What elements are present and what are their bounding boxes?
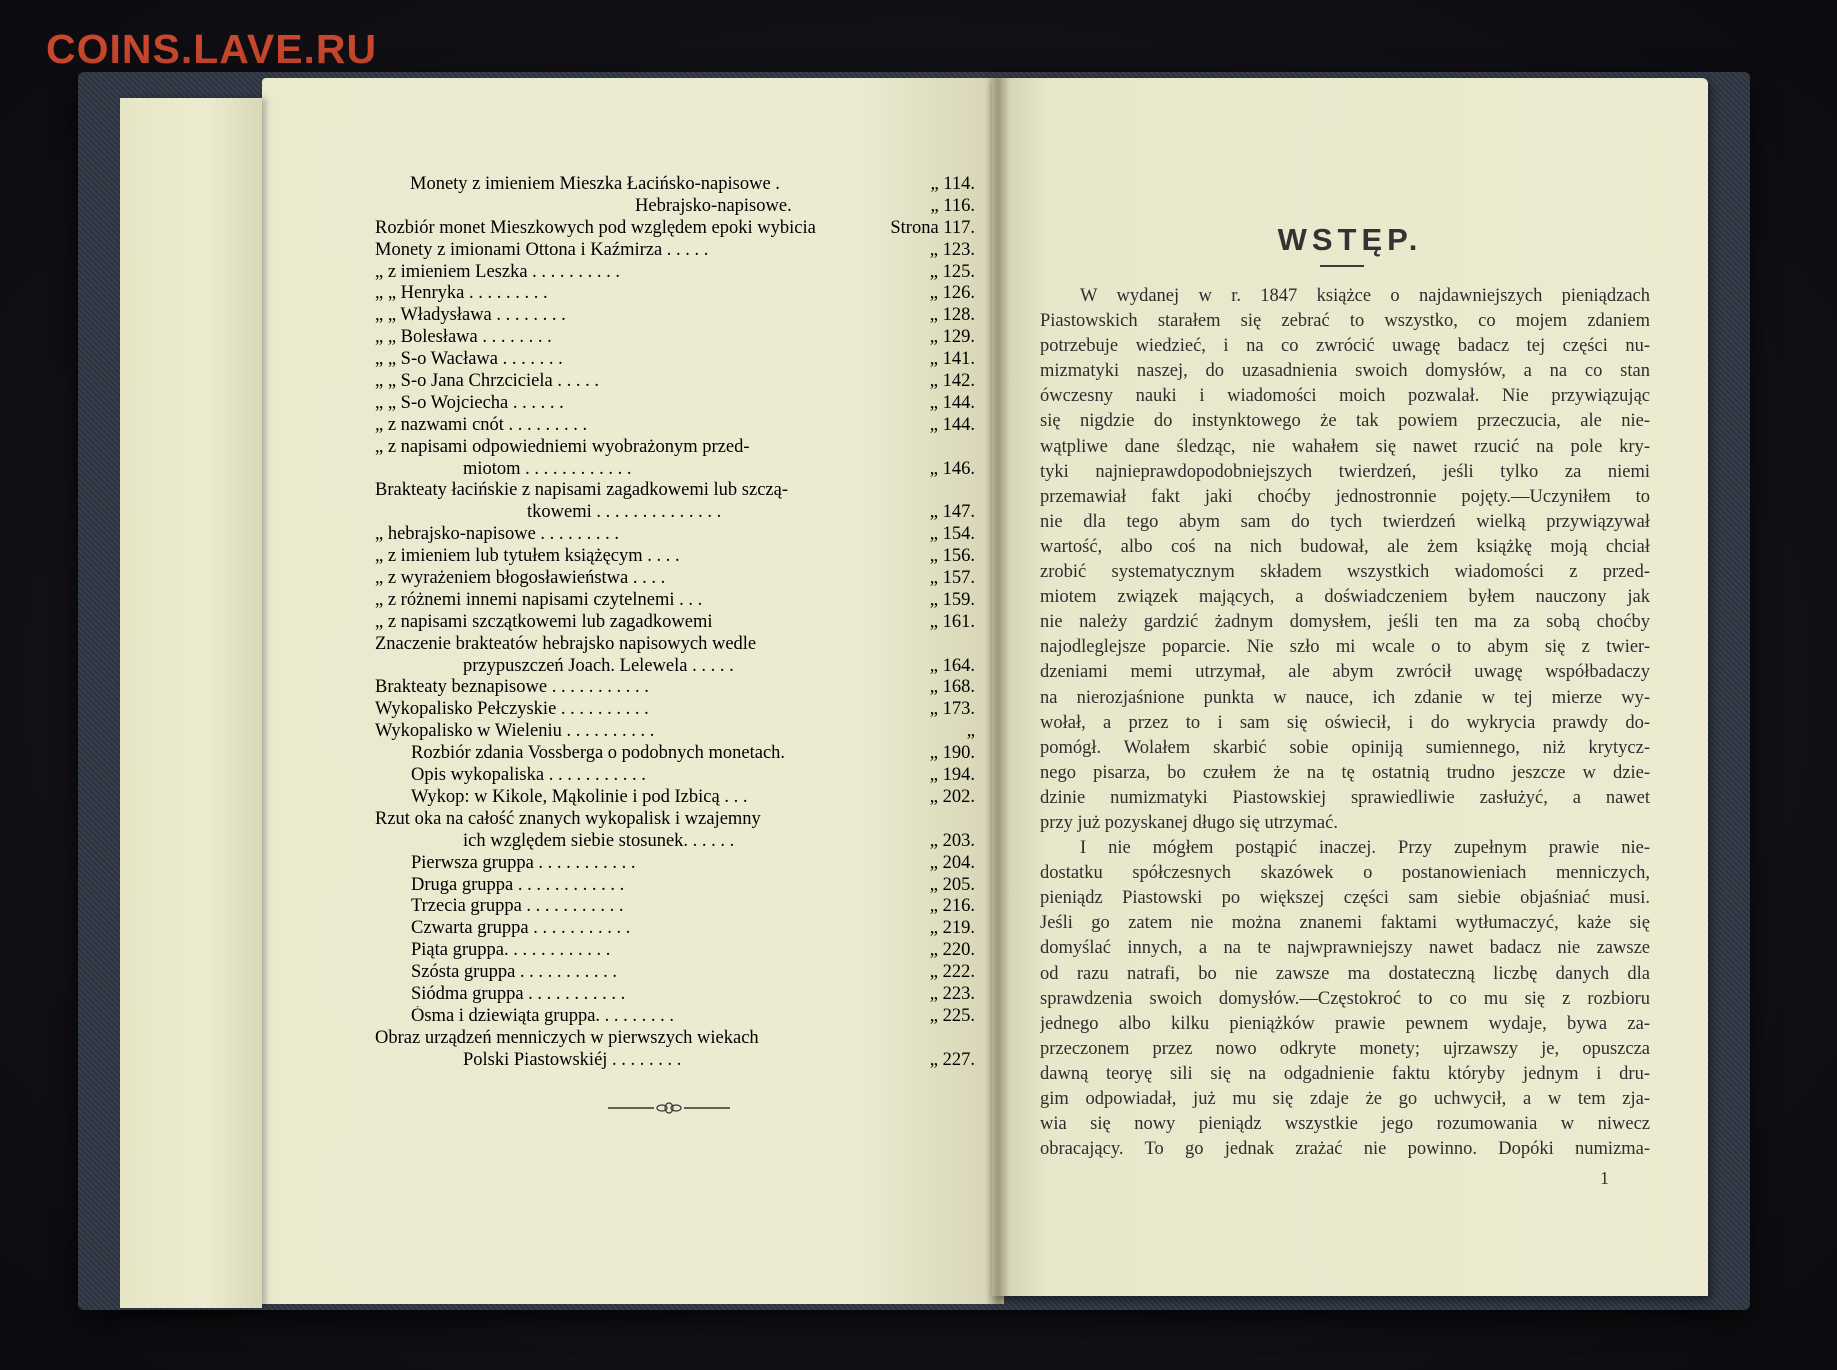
text-line: dostatku spółczesnych skazówek o postanowieniach menniczych,: [1040, 863, 1650, 884]
toc-entry-title: Rozbiór monet Mieszkowych pod względem epoki wybicia: [375, 217, 816, 238]
text-line: pieniądz Piastowski po większej części sam siebie objaśniać musi.: [1040, 888, 1650, 909]
toc-entry-page: „ 220.: [929, 940, 975, 961]
toc-entry-page: „ 219.: [929, 918, 975, 939]
toc-entry: [375, 459, 975, 481]
ornament-divider: [606, 1100, 732, 1116]
toc-entry-title: ich względem siebie stosunek. . . . . .: [463, 830, 735, 851]
toc-entry: [375, 875, 975, 897]
toc-entry-title: Piąta gruppa. . . . . . . . . . . .: [411, 940, 611, 961]
toc-entry: [375, 721, 975, 743]
toc-entry-page: „ 205.: [929, 874, 975, 895]
text-line: wołał, a przez to i sam się oświecił, i do wykrycia prawdy do-: [1040, 712, 1650, 733]
toc-entry-page: „ 147.: [929, 502, 975, 523]
toc-entry-page: „ 194.: [929, 765, 975, 786]
toc-entry-page: „ 141.: [929, 349, 975, 370]
toc-entry: [375, 1050, 975, 1072]
text-line: I nie mógłem postąpić inaczej. Przy zupełnym prawie nie-: [1080, 838, 1650, 859]
text-line: ówczesny nauki i wiadomości moich pozwalał. Nie przywiązując: [1040, 386, 1650, 407]
toc-entry-title: „ z nazwami cnót . . . . . . . . .: [375, 414, 588, 435]
toc-entry-page: „ 126.: [929, 283, 975, 304]
toc-entry-title: Znaczenie brakteatów hebrajsko napisowych wedle: [375, 633, 757, 654]
text-line: domyślać innych, a na te najwprawniejszy nawet badacz nie zawsze: [1040, 938, 1650, 959]
toc-entry-title: Siódma gruppa . . . . . . . . . . .: [411, 983, 626, 1004]
toc-entry: [375, 896, 975, 918]
toc-entry-page: „ 216.: [929, 896, 975, 917]
toc-entry-page: „ 128.: [929, 305, 975, 326]
toc-entry: [375, 262, 975, 284]
text-line: potrzebuje wiedzieć, i na co zwrócić uwagę badacz tej części nu-: [1040, 336, 1650, 357]
toc-entry-title: „ „ S-o Wojciecha . . . . . .: [375, 392, 564, 413]
toc-entry-title: Rzut oka na całość znanych wykopalisk i wzajemny: [375, 808, 761, 829]
toc-entry: [375, 1006, 975, 1028]
toc-entry-title: Rozbiór zdania Vossberga o podobnych monetach.: [411, 743, 786, 764]
toc-entry-title: Wykop: w Kikole, Mąkolinie i pod Izbicą . . .: [411, 786, 748, 807]
toc-entry-title: „ „ Henryka . . . . . . . . .: [375, 283, 548, 304]
text-line: obracający. To go jednak zrażać nie powinno. Dopóki numizma-: [1040, 1139, 1650, 1160]
toc-entry-title: Brakteaty łacińskie z napisami zagadkowemi lub szczą-: [375, 480, 788, 501]
text-line: wątpliwe dane śledząc, nie wahałem się nawet rzucić na pole kry-: [1040, 436, 1650, 457]
toc-entry: [375, 568, 975, 590]
toc-entry-page: „ 146.: [929, 458, 975, 479]
page-stub: [120, 98, 262, 1308]
toc-entry: [375, 524, 975, 546]
toc-entry-title: „ hebrajsko-napisowe . . . . . . . . .: [375, 524, 620, 545]
toc-entry-title: Obraz urządzeń menniczych w pierwszych wiekach: [375, 1027, 759, 1048]
toc-entry-page: „ 168.: [929, 677, 975, 698]
toc-entry: [375, 437, 975, 459]
toc-entry-page: „ 144.: [929, 392, 975, 413]
text-line: gim odpowiadał, już mu się zdaje że go uchwycił, a w tem zja-: [1040, 1089, 1650, 1109]
text-line: tyki najnieprawdopodobniejszych twierdzeń, jeśli tylko za niemi: [1040, 461, 1650, 482]
toc-entry: [375, 809, 975, 831]
toc-entry-title: miotom . . . . . . . . . . . .: [463, 458, 632, 479]
toc-entry: [375, 743, 975, 765]
text-line: na nierozjaśnione punkta w nauce, ich zdanie w tej mierze wy-: [1040, 687, 1650, 708]
text-line: jednego albo kilku pieniążków prawie pewnem wydaje, bywa za-: [1040, 1013, 1650, 1034]
toc-entry-title: „ „ Władysława . . . . . . . .: [375, 305, 566, 326]
toc-entry-title: Czwarta gruppa . . . . . . . . . . .: [411, 918, 631, 939]
toc-entry: [375, 349, 975, 371]
toc-entry-title: „ z imieniem lub tytułem książęcym . . . .: [375, 546, 680, 567]
toc-entry-title: „ z różnemi innemi napisami czytelnemi . . .: [375, 589, 703, 610]
text-line: od razu natrafi, bo nie zawsze ma dostateczną liczbę danych dla: [1040, 963, 1650, 984]
toc-entry: [375, 831, 975, 853]
toc-entry: [375, 656, 975, 678]
title-rule: [1320, 265, 1364, 267]
toc-entry-page: „ 225.: [929, 1005, 975, 1026]
toc-entry-page: „: [966, 721, 975, 742]
toc-entry: [375, 393, 975, 415]
toc-entry-title: Pierwsza gruppa . . . . . . . . . . .: [411, 852, 636, 873]
toc-entry: [375, 590, 975, 612]
text-line: przemawiał fakt jaki choćby jednostronnie pojęty.—Uczyniłem to: [1040, 486, 1650, 507]
toc-entry-title: „ „ Bolesława . . . . . . . .: [375, 327, 552, 348]
text-line: nie dla tego abym sam do tych twierdzeń wielką przywiązywał: [1040, 511, 1650, 532]
toc-entry-page: „ 154.: [929, 524, 975, 545]
toc-entry-title: tkowemi . . . . . . . . . . . . . .: [527, 502, 722, 523]
text-line: Piastowskich starałem się zebrać to wszystko, co mojem zdaniem: [1040, 311, 1650, 332]
toc-entry-title: Monety z imionami Ottona i Kaźmirza . . . . .: [375, 239, 709, 260]
toc-entry-page: „ 223.: [929, 983, 975, 1004]
text-line: mizmatyki naszej, do uzasadnienia swoich domysłów, a na co stan: [1040, 361, 1650, 382]
toc-entry: [375, 940, 975, 962]
toc-entry: [375, 371, 975, 393]
toc-entry-page: „ 190.: [929, 743, 975, 764]
text-line: wartość, albo coś na nich budował, ale żem książkę moją chciał: [1040, 536, 1650, 557]
toc-entry-page: „ 227.: [929, 1049, 975, 1070]
toc-entry: [375, 502, 975, 524]
text-line: najodleglejsze poparcie. Nie szło mi wcale o to abym się z twier-: [1040, 637, 1650, 658]
toc-entry: [375, 612, 975, 634]
text-line: W wydanej w r. 1847 książce o najdawniejszych pieniądzach: [1080, 286, 1650, 306]
toc-entry-title: „ z imieniem Leszka . . . . . . . . . .: [375, 261, 621, 282]
text-line: dzinie numizmatyki Piastowskiej sprawiedliwie zasłużyć, a nawet: [1040, 787, 1650, 808]
toc-entry-title: Monety z imieniem Mieszka Łacińsko-napisowe .: [410, 174, 780, 194]
toc-entry-title: „ „ S-o Wacława . . . . . . .: [375, 349, 563, 370]
toc-entry: [375, 984, 975, 1006]
toc-entry: [375, 1028, 975, 1050]
body-text: [1040, 284, 1650, 1162]
text-line: nego pisarza, bo czułem że na tę ostatnią trudno jeszcze w dzie-: [1040, 762, 1650, 783]
toc-entry-page: „ 125.: [929, 261, 975, 282]
toc-entry-page: „ 202.: [929, 786, 975, 807]
toc-entry: [375, 546, 975, 568]
toc-entry-page: „ 164.: [929, 655, 975, 676]
toc-entry: [375, 240, 975, 262]
toc-entry: [375, 699, 975, 721]
toc-entry-title: Brakteaty beznapisowe . . . . . . . . . . .: [375, 677, 649, 698]
toc-entry: [375, 787, 975, 809]
toc-entry: [375, 918, 975, 940]
toc-entry-page: „ 129.: [929, 327, 975, 348]
toc-entry-page: „ 157.: [929, 568, 975, 589]
toc-entry-title: „ z napisami szczątkowemi lub zagadkowemi: [375, 611, 713, 632]
text-line: zrobić systematycznym składem wszystkich wiadomości z przed-: [1040, 562, 1650, 583]
toc-entry-page: „ 159.: [929, 589, 975, 610]
text-line: przy już pozyskanej długo się utrzymać.: [1040, 812, 1338, 833]
table-of-contents: [375, 174, 975, 1072]
toc-entry: [375, 283, 975, 305]
watermark: COINS.LAVE.RU: [46, 26, 378, 72]
toc-entry-title: Wykopalisko Pełczyskie . . . . . . . . . .: [375, 699, 649, 720]
toc-entry-page: „ 114.: [930, 174, 975, 194]
text-line: się nigdzie do instynktowego że tak powiem przeczucia, ale nie-: [1040, 411, 1650, 432]
toc-entry-page: „ 116.: [930, 195, 975, 216]
toc-entry-page: „ 156.: [929, 546, 975, 567]
toc-entry-page: „ 222.: [929, 962, 975, 983]
toc-entry: [375, 634, 975, 656]
toc-entry-page: „ 161.: [929, 611, 975, 632]
toc-entry: [375, 677, 975, 699]
toc-entry-title: Opis wykopaliska . . . . . . . . . . .: [411, 765, 646, 786]
toc-entry-page: „ 204.: [929, 852, 975, 873]
toc-entry-page: „ 173.: [929, 699, 975, 720]
toc-entry: [375, 415, 975, 437]
text-line: sprawdzenia swoich domysłów.—Częstokroć to co mu się z rozbioru: [1040, 988, 1650, 1009]
text-line: pomógł. Wolałem skarbić sobie opiniją sumiennego, niż krytycz-: [1040, 737, 1650, 758]
toc-entry: [375, 962, 975, 984]
text-line: wia się nowy pieniądz wszystkie jego rozumowania w niwecz: [1040, 1114, 1650, 1135]
toc-entry: [375, 327, 975, 349]
toc-entry-title: Wykopalisko w Wieleniu . . . . . . . . . .: [375, 721, 655, 742]
page-number: 1: [1600, 1168, 1609, 1188]
text-line: Jeśli go zatem nie można znanemi faktami wytłumaczyć, każe się: [1040, 913, 1650, 934]
toc-entry-title: przypuszczeń Joach. Lelewela . . . . .: [463, 655, 734, 676]
toc-entry: [375, 218, 975, 240]
text-line: nie należy gardzić żadnym domysłem, jeśli ten ma za sobą choćby: [1040, 612, 1650, 633]
toc-entry-title: „ z wyrażeniem błogosławieństwa . . . .: [375, 568, 666, 589]
toc-entry-page: „ 123.: [929, 239, 975, 260]
text-line: miotem związek mających, a doświadczeniem byłem nauczony jak: [1040, 587, 1650, 608]
book-gutter: [986, 78, 1010, 1304]
toc-entry-title: Druga gruppa . . . . . . . . . . . .: [411, 874, 625, 895]
text-line: dzeniami memi utrzymał, ale abym zwrócił uwagę współbadaczy: [1040, 662, 1650, 683]
toc-entry-title: Ósma i dziewiąta gruppa. . . . . . . . .: [411, 1005, 675, 1026]
toc-entry-title: „ „ S-o Jana Chrzciciela . . . . .: [375, 371, 599, 392]
toc-entry-title: Szósta gruppa . . . . . . . . . . .: [411, 962, 618, 983]
toc-entry-title: „ z napisami odpowiedniemi wyobrażonym przed-: [375, 436, 750, 457]
toc-entry: [375, 480, 975, 502]
toc-entry-title: Trzecia gruppa . . . . . . . . . . .: [411, 896, 624, 917]
chapter-title: WSTĘP.: [1277, 222, 1423, 257]
toc-entry-title: Hebrajsko-napisowe.: [635, 195, 792, 216]
toc-entry: [375, 196, 975, 218]
text-line: przeczonem przez nowo odkryte monety; ujrzawszy je, opuszcza: [1040, 1038, 1650, 1059]
toc-entry-page: „ 144.: [929, 414, 975, 435]
toc-entry-page: Strona 117.: [890, 217, 975, 238]
toc-entry-title: Polski Piastowskiéj . . . . . . . .: [463, 1049, 682, 1070]
text-line: dawną teoryę sili się na odgadnienie faktu któryby jednym i dru-: [1040, 1063, 1650, 1084]
toc-entry: [375, 305, 975, 327]
toc-entry-page: „ 203.: [929, 830, 975, 851]
toc-entry-page: „ 142.: [929, 371, 975, 392]
toc-entry: [375, 853, 975, 875]
toc-entry: [375, 174, 975, 196]
toc-entry: [375, 765, 975, 787]
